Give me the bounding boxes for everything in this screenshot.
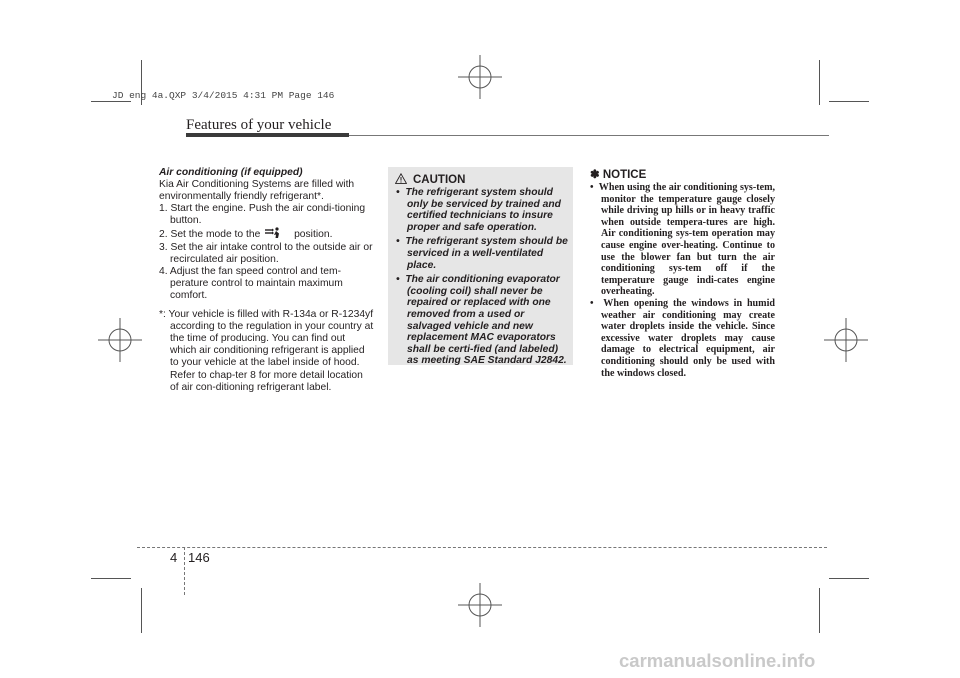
registration-mark-left xyxy=(96,316,144,364)
warning-triangle-icon xyxy=(395,173,407,184)
page-number: 146 xyxy=(188,550,210,565)
ac-instructions xyxy=(159,167,374,394)
chapter-number: 4 xyxy=(170,550,178,565)
notice-heading: ✽ NOTICE xyxy=(590,169,647,181)
site-watermark: carmanualsonline.info xyxy=(619,650,816,671)
vent-mode-icon xyxy=(263,227,291,239)
section-title: Features of your vehicle xyxy=(186,117,332,133)
registration-mark-right xyxy=(822,316,870,364)
ac-intro: Kia Air Conditioning Systems are filled with environmentally friendly refrigerant*. xyxy=(159,179,355,203)
caution-item: • The refrigerant system should be serviced in a well-ventilated place. xyxy=(396,236,568,271)
ac-step-2-suffix: position. xyxy=(294,229,333,241)
refrigerant-footnote: *: Your vehicle is filled with R-134a or R-1234yf according to the regulation in your country at the time of producing. You can find out which air conditioning refrigerant is applied to your vehicle at the label inside of hood. Refer to chap-ter 8 for more detail location of air con-ditioning refrigerant label. xyxy=(159,309,374,393)
caution-heading xyxy=(395,173,465,186)
title-rule-dark xyxy=(186,133,349,137)
ac-step-2-text: 2. Set the mode to the xyxy=(159,229,261,241)
caution-item: • The air conditioning evaporator (cooling coil) shall never be repaired or replaced with one removed from a used or salvaged vehicle and new replacement MAC evaporators shall be certi-fied (and labeled) as meeting SAE Standard J2842. xyxy=(396,274,568,367)
caution-title: CAUTION xyxy=(413,174,466,186)
ac-step-1: 1. Start the engine. Push the air condi-tioning button. xyxy=(159,203,366,227)
ac-heading: Air conditioning (if equipped) xyxy=(159,167,303,178)
registration-mark-top xyxy=(456,53,504,101)
ac-step-2 xyxy=(159,227,374,241)
ac-step-4: 4. Adjust the fan speed control and tem-perature control to maintain maximum comfort. xyxy=(159,265,343,301)
notice-item: • When opening the windows in humid weather air conditioning may create water droplets inside the vehicle. Since excessive water droplets may cause damage to electrical equipment, air conditioning should only be used with the windows closed. xyxy=(590,298,775,379)
caution-item: • The refrigerant system should only be serviced by trained and certified technicians to insure proper and safe operation. xyxy=(396,187,568,233)
print-slug: JD eng 4a.QXP 3/4/2015 4:31 PM Page 146 xyxy=(112,90,335,101)
caution-list xyxy=(396,187,568,370)
notice-item: • When using the air conditioning sys-tem, monitor the temperature gauge closely while driving up hills or in heavy traffic when outside tempera-tures are high. Air conditioning sys-tem operation may cause engine over-heating. Continue to use the blower fan but turn the air conditioning sys-tem off if the temperature gauge indi-cates engine overheating. xyxy=(590,182,775,298)
registration-mark-bottom xyxy=(456,581,504,629)
page-number-separator xyxy=(184,547,185,595)
footer-rule xyxy=(137,547,827,548)
ac-step-3: 3. Set the air intake control to the outside air or recirculated air position. xyxy=(159,241,373,265)
notice-list xyxy=(590,182,775,379)
title-rule-line xyxy=(349,135,829,136)
